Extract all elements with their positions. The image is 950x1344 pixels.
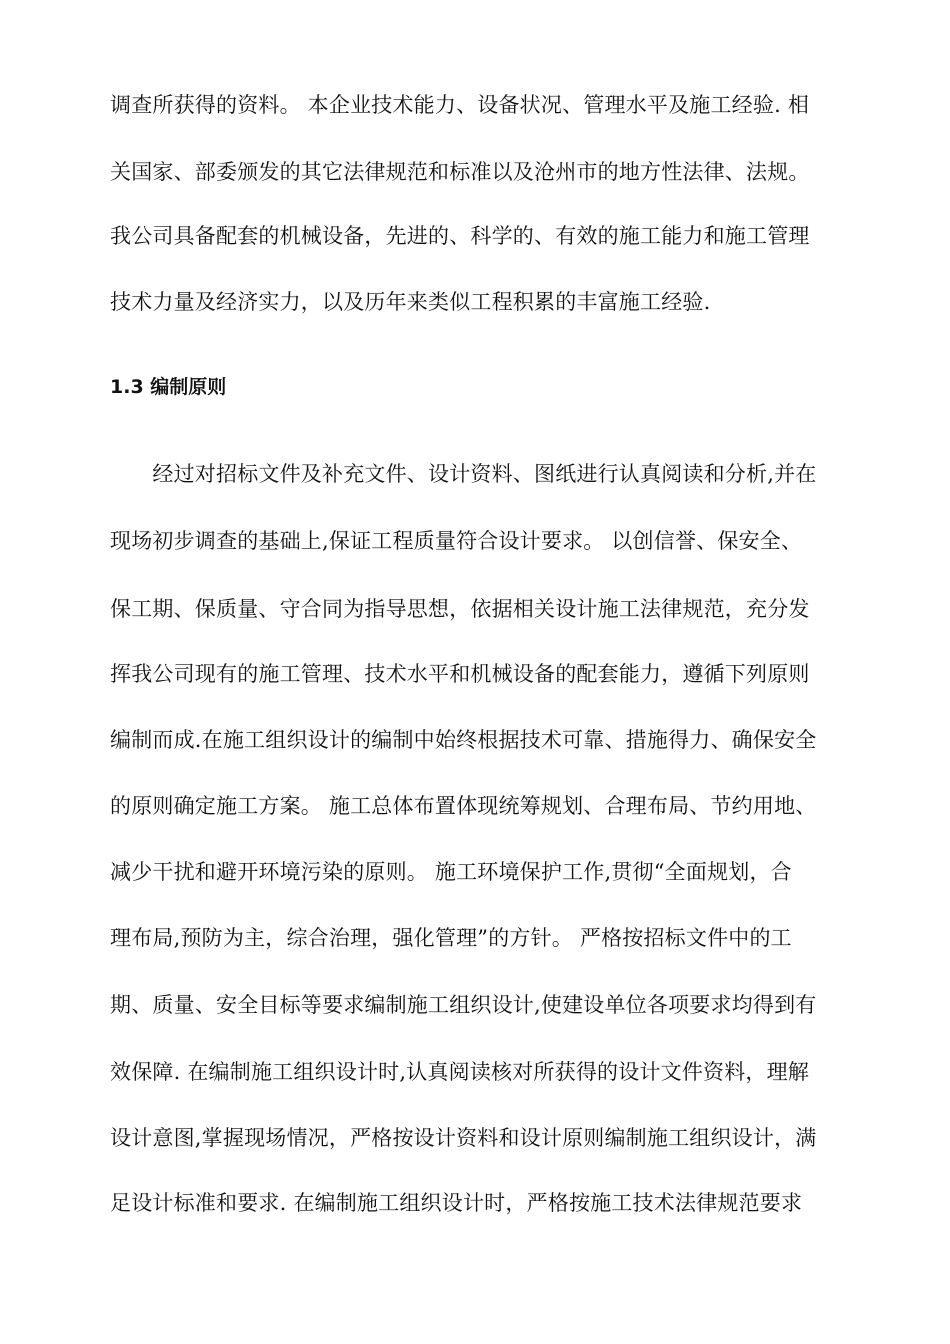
intro-line-3: 我公司具备配套的机械设备，先进的、科学的、有效的施工能力和施工管理 [110, 224, 810, 248]
body-line-9: 期、质量、安全目标等要求编制施工组织设计,使建设单位各项要求均得到有 [110, 993, 817, 1017]
body-line-2: 现场初步调查的基础上,保证工程质量符合设计要求。 以创信誉、保安全、 [110, 529, 803, 553]
body-line-7: 减少干扰和避开环境污染的原则。 施工环境保护工作,贯彻“全面规划，合 [110, 860, 792, 884]
section-heading: 1.3 编制原则 [110, 376, 227, 398]
body-line-4: 挥我公司现有的施工管理、技术水平和机械设备的配套能力，遵循下列原则 [110, 662, 810, 686]
body-line-1: 经过对招标文件及补充文件、设计资料、图纸进行认真阅读和分析,并在 [110, 462, 817, 486]
body-line-5: 编制而成.在施工组织设计的编制中始终根据技术可靠、措施得力、确保安全 [110, 728, 817, 752]
body-line-12: 足设计标准和要求. 在编制施工组织设计时，严格按施工技术法律规范要求 [110, 1191, 803, 1215]
intro-line-2: 关国家、部委颁发的其它法律规范和标准以及沧州市的地方性法律、法规。 [110, 160, 810, 184]
body-line-3: 保工期、保质量、守合同为指导思想，依据相关设计施工法律规范，充分发 [110, 597, 810, 621]
body-line-8: 理布局,预防为主，综合治理，强化管理”的方针。 严格按招标文件中的工 [110, 926, 792, 950]
body-line-10: 效保障. 在编制施工组织设计时,认真阅读核对所获得的设计文件资料，理解 [110, 1060, 810, 1084]
intro-line-4: 技术力量及经济实力，以及历年来类似工程积累的丰富施工经验. [110, 290, 711, 314]
body-line-11: 设计意图,掌握现场情况，严格按设计资料和设计原则编制施工组织设计，满 [110, 1126, 817, 1150]
body-line-6: 的原则确定施工方案。 施工总体布置体现统筹规划、合理布局、节约用地、 [110, 794, 817, 818]
intro-line-1: 调查所获得的资料。 本企业技术能力、设备状况、管理水平及施工经验. 相 [110, 93, 810, 117]
